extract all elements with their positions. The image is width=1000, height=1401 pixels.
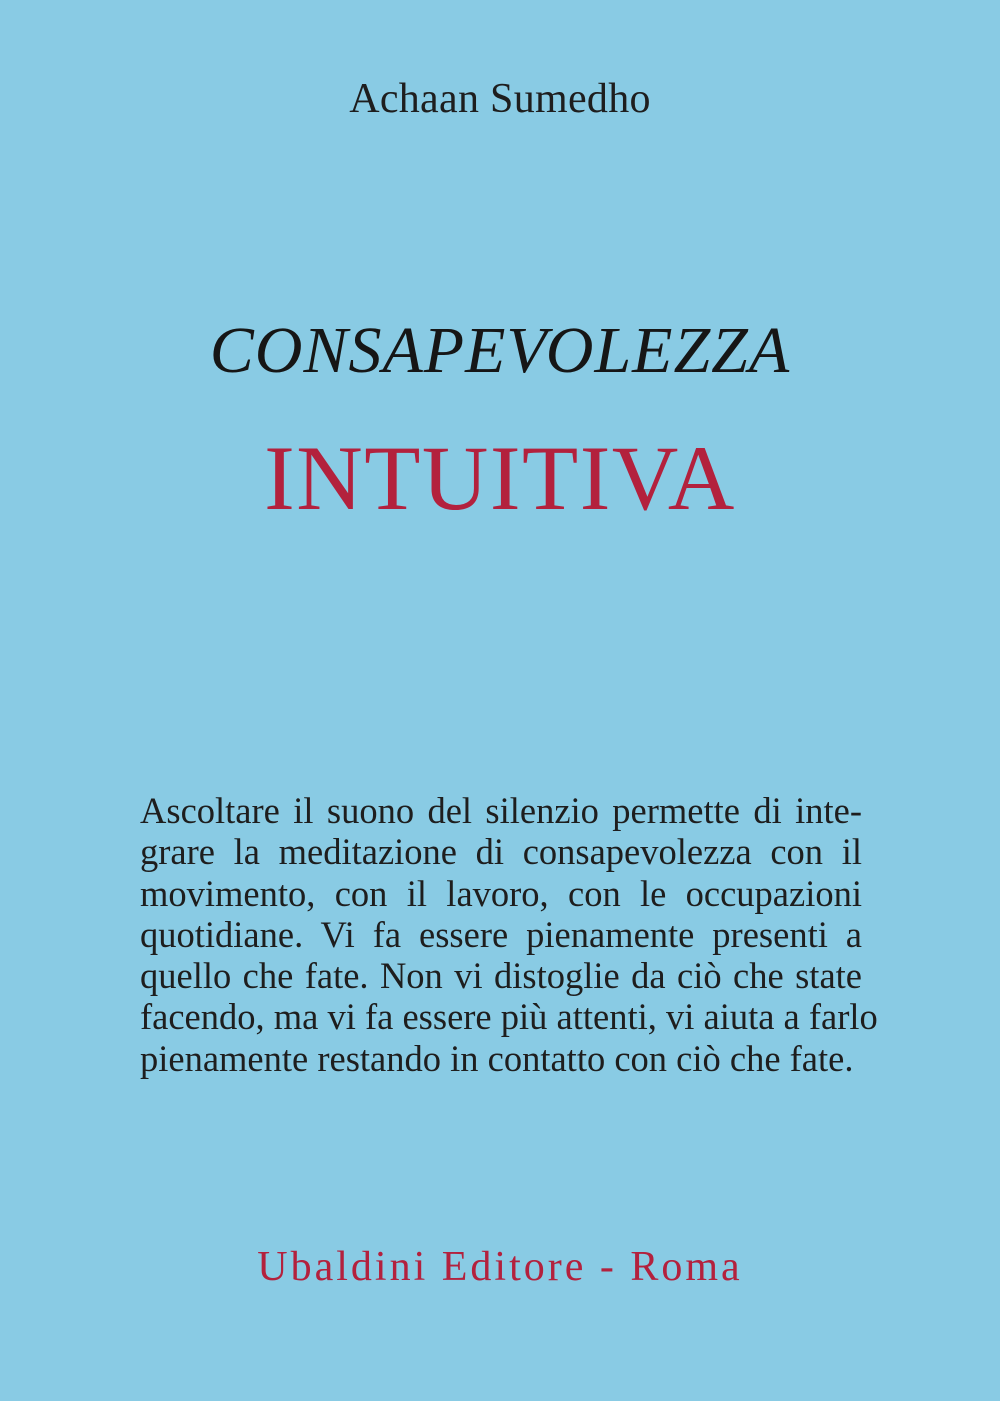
blurb-line: quotidiane. Vi fa essere pienamente presenti a xyxy=(140,913,862,955)
blurb-line: grare la meditazione di consapevolezza con il xyxy=(140,831,862,873)
blurb-line: pienamente restando in contatto con ciò che fate. xyxy=(140,1037,854,1079)
title-line-1: CONSAPEVOLEZZA xyxy=(209,314,791,387)
blurb-line: Ascoltare il suono del silenzio permette di inte- xyxy=(140,790,862,831)
author-name: Achaan Sumedho xyxy=(349,76,651,122)
blurb-line: facendo, ma vi fa essere più attenti, vi aiuta a farlo xyxy=(140,996,878,1038)
publisher-name: Ubaldini Editore - Roma xyxy=(257,1244,743,1290)
title-line-2: INTUITIVA xyxy=(264,427,736,529)
blurb-line: movimento, con il lavoro, con le occupazioni xyxy=(140,872,862,914)
cover-blurb xyxy=(140,790,878,1079)
blurb-line: quello che fate. Non vi distoglie da ciò che state xyxy=(140,955,862,997)
